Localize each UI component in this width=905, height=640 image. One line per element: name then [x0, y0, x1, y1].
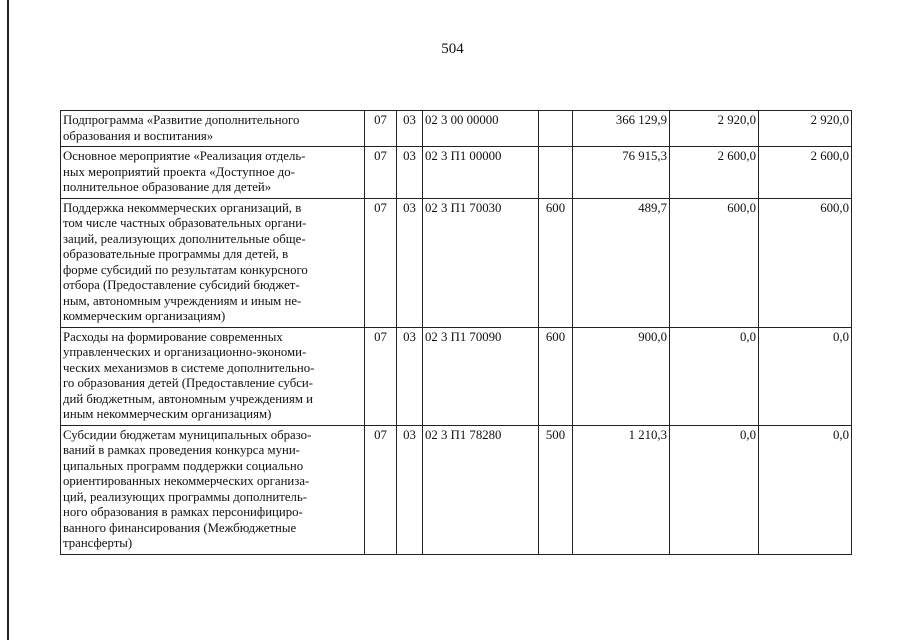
row-name-line: ным, автономным учреждениям и иным не- — [63, 293, 302, 308]
subsection-code-cell: 03 — [397, 111, 423, 147]
amount-year2-cell: 2 600,0 — [670, 147, 759, 199]
section-code-cell: 07 — [365, 327, 397, 425]
target-article-cell: 02 3 П1 70030 — [423, 198, 539, 327]
row-name-line: дий бюджетным, автономным учреждениям и — [63, 391, 313, 406]
page-number: 504 — [441, 41, 464, 57]
row-name-line: ципальных программ поддержки социально — [63, 458, 304, 473]
section-code-cell: 07 — [365, 111, 397, 147]
amount-year3-cell: 0,0 — [759, 327, 852, 425]
row-name-cell — [61, 327, 365, 425]
row-name-line: Подпрограмма «Развитие дополнительного — [63, 113, 300, 127]
subsection-code-cell: 03 — [397, 198, 423, 327]
amount-year3-cell: 2 600,0 — [759, 147, 852, 199]
expense-type-cell: 600 — [539, 327, 573, 425]
row-name-line: заций, реализующих дополнительные обще- — [63, 231, 306, 246]
expense-type-cell — [539, 147, 573, 199]
section-code-cell: 07 — [365, 147, 397, 199]
expense-type-cell: 600 — [539, 198, 573, 327]
row-name-cell — [61, 147, 365, 199]
amount-year2-cell: 0,0 — [670, 327, 759, 425]
target-article-cell: 02 3 П1 70090 — [423, 327, 539, 425]
row-name-cell — [61, 425, 365, 554]
row-name-line: том числе частных образовательных органи- — [63, 216, 307, 230]
row-name-line: коммерческим организациям) — [63, 309, 226, 323]
subsection-code-cell: 03 — [397, 147, 423, 199]
row-name-line: ориентированных некоммерческих организа- — [63, 474, 310, 488]
table-row — [61, 327, 852, 425]
row-name-cell — [61, 198, 365, 327]
budget-table-body — [61, 111, 852, 555]
amount-year1-cell: 489,7 — [573, 198, 670, 327]
amount-year1-cell: 1 210,3 — [573, 425, 670, 554]
table-row — [61, 111, 852, 147]
row-name-line: Субсидии бюджетам муниципальных образо- — [63, 427, 312, 442]
row-name-line: полнительное образование для детей» — [63, 180, 272, 194]
budget-table — [60, 110, 852, 555]
table-row — [61, 147, 852, 199]
amount-year1-cell: 900,0 — [573, 327, 670, 425]
amount-year1-cell: 76 915,3 — [573, 147, 670, 199]
amount-year3-cell: 600,0 — [759, 198, 852, 327]
row-name-line: ного образования в рамках персонифициро- — [63, 505, 303, 519]
amount-year1-cell: 366 129,9 — [573, 111, 670, 147]
section-code-cell: 07 — [365, 425, 397, 554]
row-name-line: Расходы на формирование современных — [63, 329, 283, 344]
target-article-cell: 02 3 П1 00000 — [423, 147, 539, 199]
row-name-line: ваний в рамках проведения конкурса муни- — [63, 443, 300, 457]
row-name-line: образования и воспитания» — [63, 128, 214, 143]
row-name-line: Поддержка некоммерческих организаций, в — [63, 200, 302, 215]
amount-year2-cell: 600,0 — [670, 198, 759, 327]
amount-year3-cell: 0,0 — [759, 425, 852, 554]
amount-year2-cell: 0,0 — [670, 425, 759, 554]
row-name-line: ванного финансирования (Межбюджетные — [63, 520, 297, 535]
row-name-line: ных мероприятий проекта «Доступное до- — [63, 164, 295, 179]
amount-year2-cell: 2 920,0 — [670, 111, 759, 147]
section-code-cell: 07 — [365, 198, 397, 327]
expense-type-cell — [539, 111, 573, 147]
row-name-line: образовательные программы для детей, в — [63, 247, 289, 261]
subsection-code-cell: 03 — [397, 327, 423, 425]
table-row — [61, 425, 852, 554]
target-article-cell: 02 3 00 00000 — [423, 111, 539, 147]
row-name-line: Основное мероприятие «Реализация отдель- — [63, 149, 306, 163]
row-name-line: управленческих и организационно-экономи- — [63, 345, 307, 359]
target-article-cell: 02 3 П1 78280 — [423, 425, 539, 554]
row-name-line: ций, реализующих программы дополнитель- — [63, 489, 308, 504]
table-row — [61, 198, 852, 327]
row-name-line: отбора (Предоставление субсидий бюджет- — [63, 278, 300, 292]
row-name-cell — [61, 111, 365, 147]
amount-year3-cell: 2 920,0 — [759, 111, 852, 147]
row-name-line: иным некоммерческим организациям) — [63, 407, 272, 421]
row-name-line: ческих механизмов в системе дополнительно- — [63, 360, 315, 375]
subsection-code-cell: 03 — [397, 425, 423, 554]
row-name-line: форме субсидий по результатам конкурсного — [63, 262, 308, 277]
page-edge-line — [7, 0, 9, 640]
row-name-line: го образования детей (Предоставление субси- — [63, 376, 314, 390]
row-name-line: трансферты) — [63, 536, 133, 550]
expense-type-cell: 500 — [539, 425, 573, 554]
